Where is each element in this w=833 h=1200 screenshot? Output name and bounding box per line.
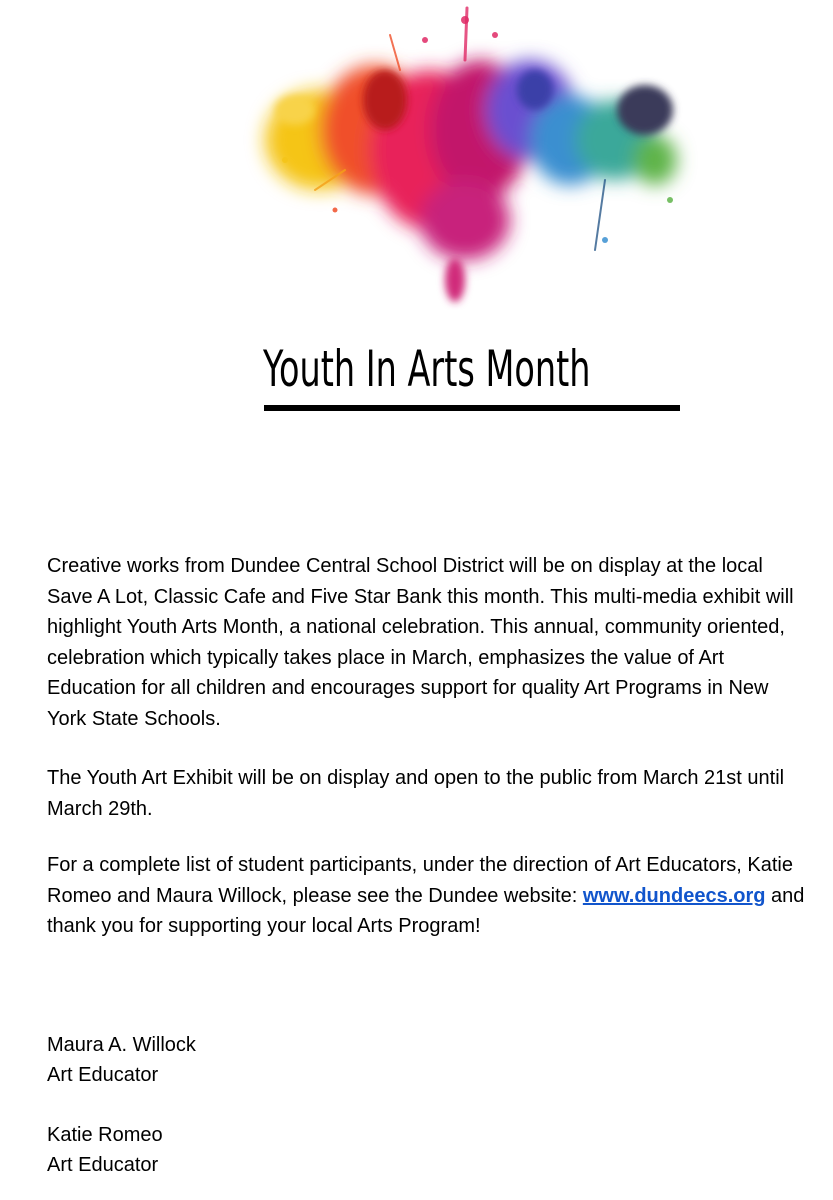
participants-text: For a complete list of student participants, under the direction of Art Educators, Katie Romeo and Maura Willock, please see the Dundee website: — [47, 854, 793, 907]
title-underline — [264, 405, 680, 411]
signature-willock — [47, 1030, 196, 1090]
signature-role: Art Educator — [47, 1064, 159, 1086]
page-title: Youth In Arts Month — [263, 340, 591, 398]
paragraph-dates: The Youth Art Exhibit will be on display and open to the public from March 21st until March 29th. — [47, 767, 785, 820]
signature-role: Art Educator — [47, 1154, 159, 1176]
thank-you-text: and thank you for supporting your local Arts Program! — [47, 884, 805, 937]
website-link[interactable]: www.dundeecs.org — [582, 884, 766, 907]
paragraph-participants — [47, 850, 807, 942]
signature-name: Maura A. Willock — [47, 1034, 196, 1056]
watercolor-splash-image — [225, 0, 705, 310]
paragraph-intro: Creative works from Dundee Central School District will be on display at the local Save A Lot, Classic Cafe and Five Star Bank this month. This multi-media exhibit will highlight Youth Arts Month, a national celebration. This annual, community oriented, celebration which typically takes place in March, emphasizes the value of Art Education for all children and encourages support for quality Art Programs in New York State Schools. — [47, 555, 794, 730]
signature-name: Katie Romeo — [47, 1124, 163, 1146]
signature-romeo — [47, 1120, 163, 1180]
